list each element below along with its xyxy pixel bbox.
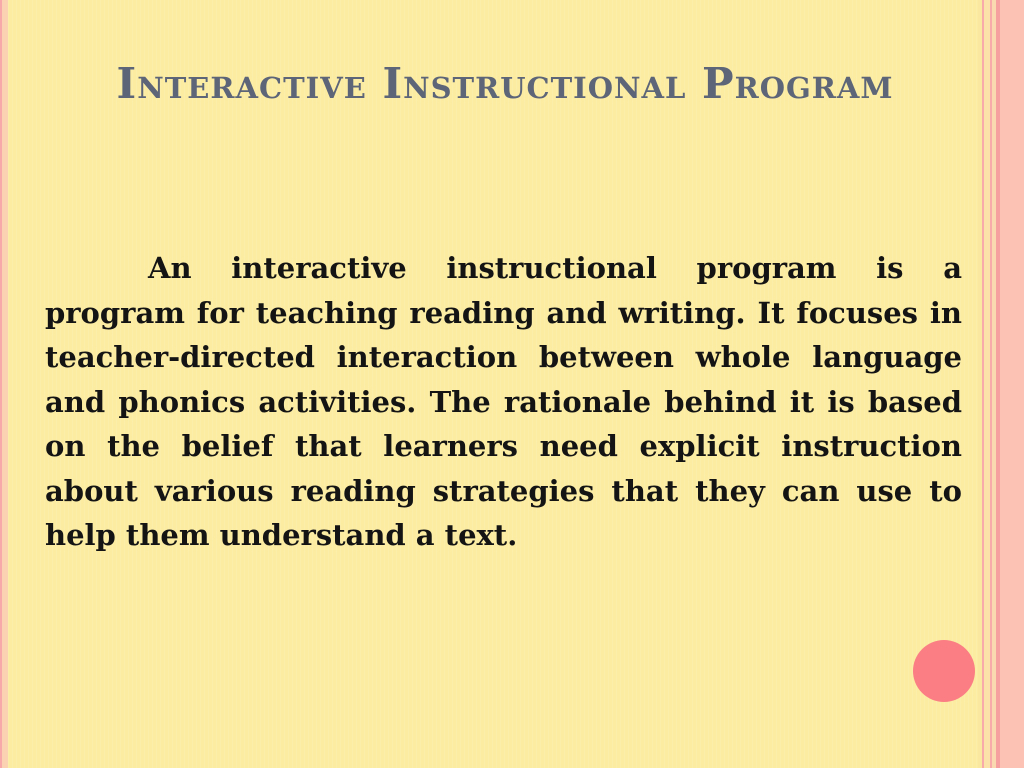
right-border-stripes: [978, 0, 1024, 768]
left-border-stripe: [0, 0, 8, 768]
slide-body-text: An interactive instructional program is a program for teaching reading and writing. It focuses in teacher-directed interaction between whole language and phonics activities. The rationale behind it is based on the belief that learners need explicit instruction about various reading strategies that they can use to help them understand a text.: [45, 251, 962, 552]
decorative-circle: [913, 640, 975, 702]
slide-title: Interactive Instructional Program: [116, 59, 894, 108]
